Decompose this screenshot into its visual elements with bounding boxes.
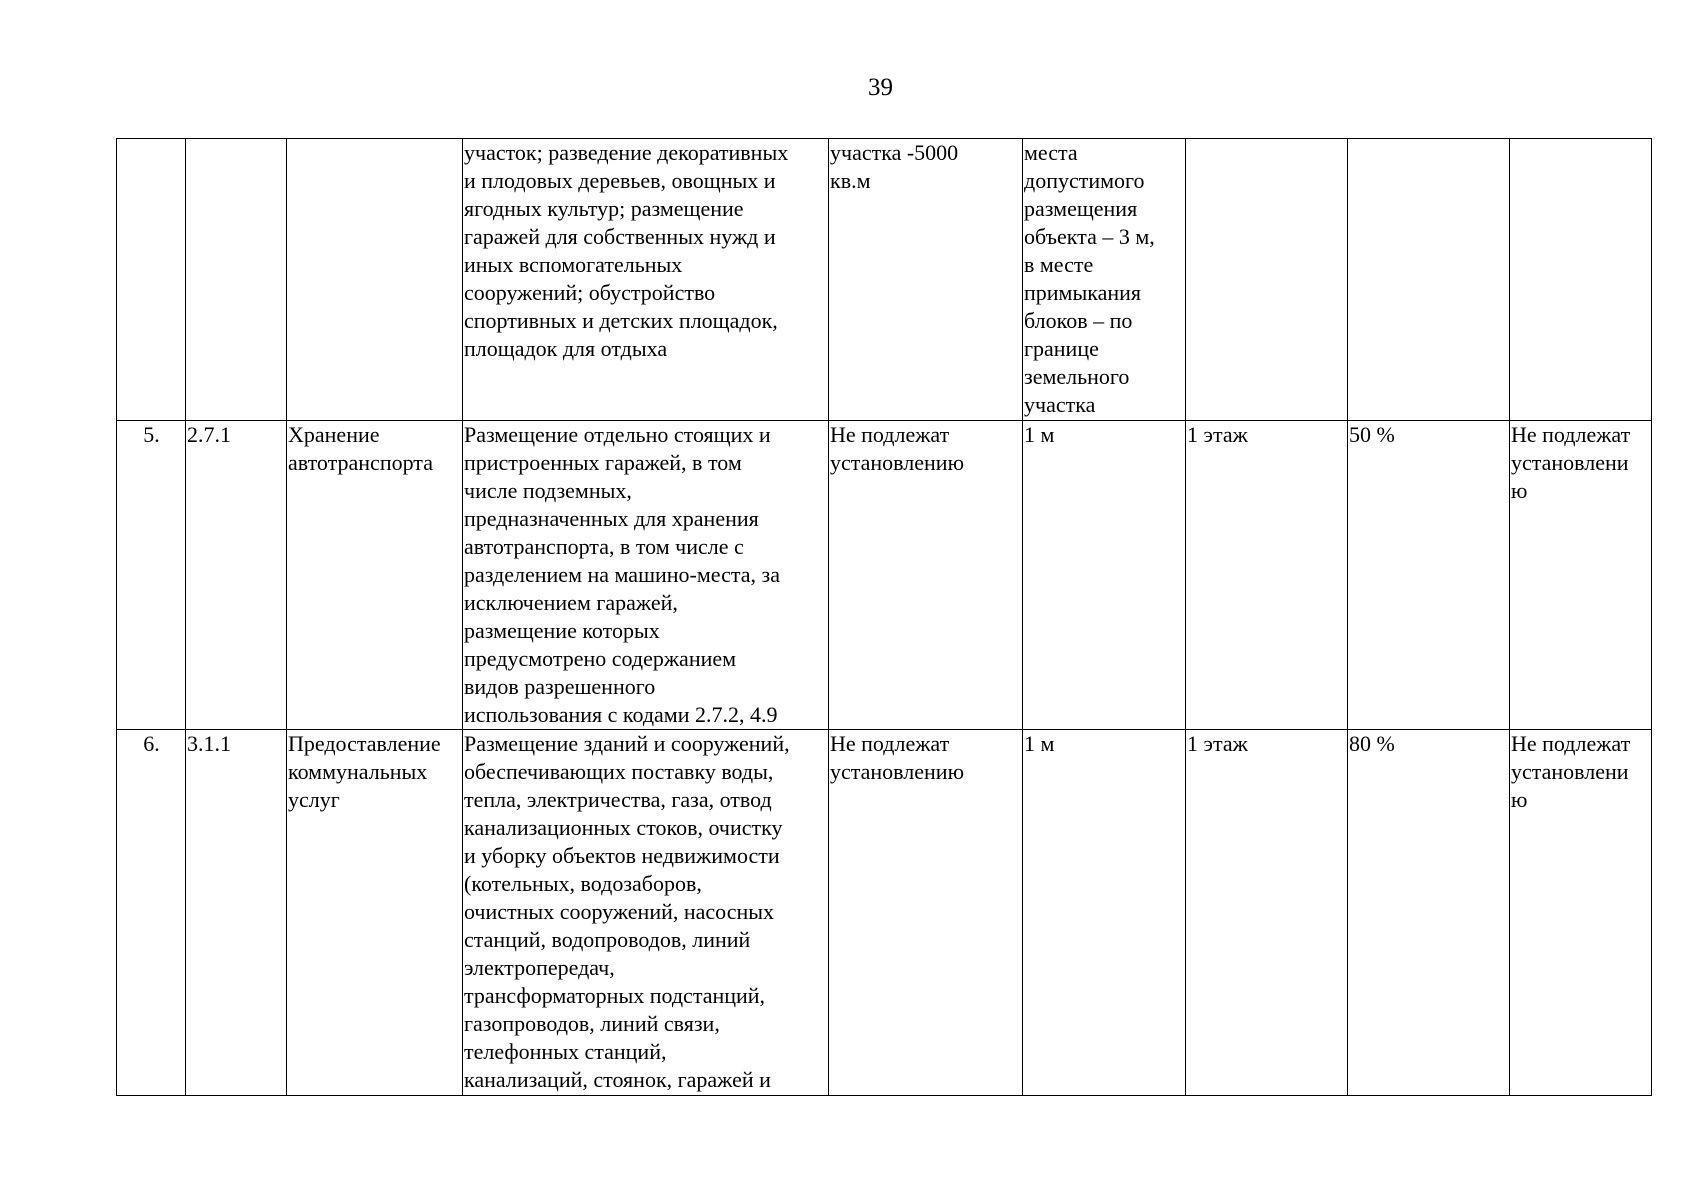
cell-text-line: и уборку объектов недвижимости [464, 843, 780, 868]
cell-code [186, 139, 287, 421]
cell-other [1510, 139, 1652, 421]
cell-text-line: газопроводов, линий связи, [464, 1011, 720, 1036]
cell-use-name [287, 730, 463, 1096]
cell-text-line: телефонных станций, [464, 1039, 667, 1064]
cell-other [1510, 730, 1652, 1096]
cell-text-line: ю [1511, 787, 1528, 812]
cell-text-line: трансформаторных подстанций, [464, 983, 766, 1008]
cell-text-line: ю [1511, 478, 1528, 503]
cell-floors: 1 этаж [1186, 421, 1348, 730]
cell-text-line: очистных сооружений, насосных [464, 899, 775, 924]
cell-description [463, 421, 829, 730]
cell-text-line: разделением на машино-места, за [464, 562, 780, 587]
cell-text-line: гаражей для собственных нужд и [464, 224, 776, 249]
cell-text-line: Хранение [288, 422, 380, 447]
cell-text-line: Не подлежат [1511, 731, 1631, 756]
cell-description [463, 730, 829, 1096]
cell-text-line: участка [1024, 392, 1096, 417]
cell-text-line: кв.м [830, 168, 871, 193]
cell-text-line: Не подлежат [1511, 422, 1631, 447]
cell-text-line: (котельных, водозаборов, [464, 871, 702, 896]
cell-text-line: ягодных культур; размещение [464, 196, 744, 221]
cell-text-line: тепла, электричества, газа, отвод [464, 787, 772, 812]
cell-text-line: установлению [830, 759, 965, 784]
cell-text-line: станций, водопроводов, линий [464, 927, 751, 952]
cell-plot-area [829, 730, 1023, 1096]
cell-text-line: места [1024, 140, 1078, 165]
table-row [117, 730, 1652, 1096]
cell-text-line: в месте [1024, 252, 1094, 277]
table-row [117, 421, 1652, 730]
cell-text-line: коммунальных [288, 759, 428, 784]
cell-number: 6. [117, 730, 186, 1096]
cell-plot-area [829, 139, 1023, 421]
cell-text-line: автотранспорта, в том числе с [464, 534, 744, 559]
cell-text-line: объекта – 3 м, [1024, 224, 1155, 249]
cell-text-line: участок; разведение декоративных [464, 140, 789, 165]
cell-use-name [287, 421, 463, 730]
cell-text-line: исключением гаражей, [464, 590, 678, 615]
cell-text-line: числе подземных, [464, 478, 632, 503]
cell-text-line: участка -5000 [830, 140, 959, 165]
cell-text-line: блоков – по [1024, 308, 1133, 333]
cell-text-line: обеспечивающих поставку воды, [464, 759, 774, 784]
cell-other [1510, 421, 1652, 730]
cell-text-line: площадок для отдыха [464, 336, 668, 361]
page-number: 39 [868, 74, 893, 101]
cell-text-line: предусмотрено содержанием [464, 646, 737, 671]
cell-text-line: размещения [1024, 196, 1138, 221]
cell-description [463, 139, 829, 421]
cell-text-line: сооружений; обустройство [464, 280, 716, 305]
cell-text-line: канализаций, стоянок, гаражей и [464, 1067, 771, 1092]
cell-text-line: Не подлежат [830, 422, 950, 447]
cell-text-line: спортивных и детских площадок, [464, 308, 778, 333]
land-use-table [116, 138, 1652, 1096]
cell-coverage: 50 % [1348, 421, 1510, 730]
cell-text-line: 1 м [1024, 731, 1055, 756]
cell-code: 3.1.1 [186, 730, 287, 1096]
cell-text-line: Размещение зданий и сооружений, [464, 731, 790, 756]
table-row [117, 139, 1652, 421]
cell-coverage: 80 % [1348, 730, 1510, 1096]
cell-plot-area [829, 421, 1023, 730]
cell-code: 2.7.1 [186, 421, 287, 730]
cell-setback [1023, 421, 1186, 730]
cell-text-line: пристроенных гаражей, в том [464, 450, 742, 475]
cell-floors [1186, 139, 1348, 421]
cell-text-line: автотранспорта [288, 450, 433, 475]
cell-floors: 1 этаж [1186, 730, 1348, 1096]
cell-text-line: установлению [830, 450, 965, 475]
cell-text-line: и плодовых деревьев, овощных и [464, 168, 776, 193]
cell-text-line: 1 м [1024, 422, 1055, 447]
cell-setback [1023, 139, 1186, 421]
cell-use-name [287, 139, 463, 421]
cell-text-line: земельного [1024, 364, 1130, 389]
cell-text-line: использования с кодами 2.7.2, 4.9 [464, 702, 778, 727]
cell-number [117, 139, 186, 421]
cell-text-line: канализационных стоков, очистку [464, 815, 783, 840]
cell-text-line: примыкания [1024, 280, 1142, 305]
cell-text-line: услуг [288, 787, 340, 812]
cell-text-line: установлени [1511, 759, 1629, 784]
cell-coverage [1348, 139, 1510, 421]
cell-text-line: границе [1024, 336, 1099, 361]
cell-text-line: Предоставление [288, 731, 441, 756]
cell-text-line: электропередач, [464, 955, 615, 980]
cell-text-line: Размещение отдельно стоящих и [464, 422, 771, 447]
cell-text-line: предназначенных для хранения [464, 506, 759, 531]
cell-text-line: видов разрешенного [464, 674, 656, 699]
cell-text-line: иных вспомогательных [464, 252, 683, 277]
cell-text-line: допустимого [1024, 168, 1145, 193]
cell-text-line: установлени [1511, 450, 1629, 475]
cell-text-line: Не подлежат [830, 731, 950, 756]
cell-text-line: размещение которых [464, 618, 660, 643]
cell-number: 5. [117, 421, 186, 730]
cell-setback [1023, 730, 1186, 1096]
